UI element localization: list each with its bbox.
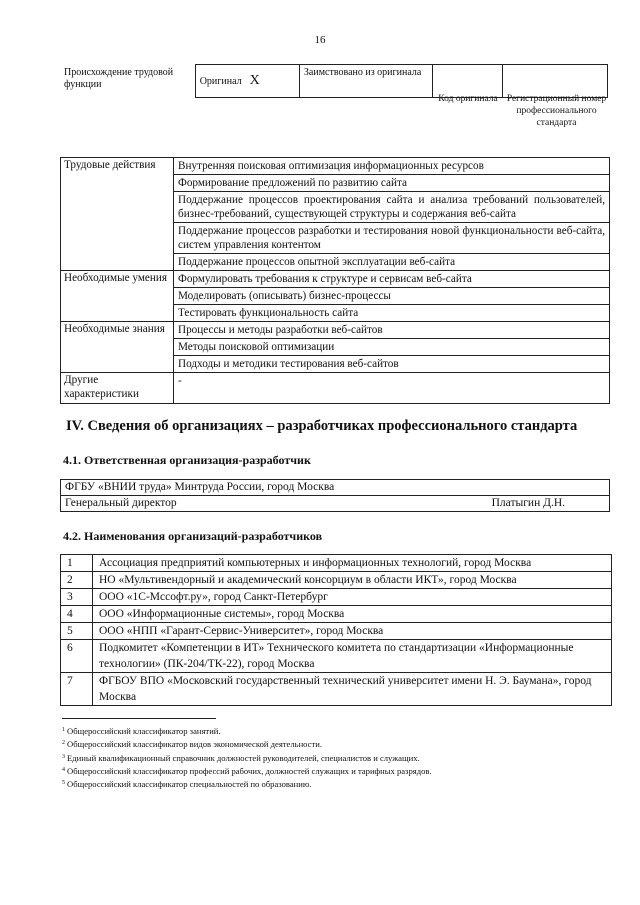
section-title: IV. Сведения об организациях – разработчиках профессионального стандарта bbox=[66, 418, 578, 434]
skills-label: Необходимые умения bbox=[61, 271, 174, 322]
original-mark: X bbox=[249, 72, 260, 88]
skill-row: Тестировать функциональность сайта bbox=[174, 305, 610, 322]
subsection-title-responsible: 4.1. Ответственная организация-разработчик bbox=[63, 453, 311, 467]
original-label: Оригинал bbox=[199, 75, 242, 87]
developer-num: 5 bbox=[61, 623, 93, 640]
developer-name: Подкомитет «Компетенции в ИТ» Технического комитета по стандартизации «Информационные технологии» (ПК-204/ТК-22), город Москва bbox=[93, 640, 612, 673]
developer-num: 4 bbox=[61, 606, 93, 623]
developer-num: 3 bbox=[61, 589, 93, 606]
footnote: $^2$ Общероссийский классификатор видов экономической деятельности. bbox=[62, 739, 322, 750]
footnote-divider bbox=[62, 718, 216, 719]
knowledge-label: Необходимые знания bbox=[61, 322, 174, 373]
action-row: Поддержание процессов разработки и тестирования новой функциональности веб-сайта, систем управления контентом bbox=[174, 223, 610, 254]
action-row: Поддержание процессов проектирования сайта и анализа требований пользователей, бизнес-требований, существующей структуры и содержания веб-сайта bbox=[174, 192, 610, 223]
labor-functions-table bbox=[60, 157, 610, 404]
action-row: Внутренняя поисковая оптимизация информационных ресурсов bbox=[174, 158, 610, 175]
developer-num: 2 bbox=[61, 572, 93, 589]
subsection-title-developers: 4.2. Наименования организаций-разработчиков bbox=[63, 529, 323, 543]
developer-num: 7 bbox=[61, 673, 93, 706]
action-row: Поддержание процессов опытной эксплуатации веб-сайта bbox=[174, 254, 610, 271]
director-row bbox=[61, 496, 610, 512]
borrowed-cell: Заимствовано из оригинала bbox=[299, 65, 433, 98]
knowledge-row: Подходы и методики тестирования веб-сайтов bbox=[174, 356, 610, 373]
actions-label: Трудовые действия bbox=[61, 158, 174, 271]
skill-row: Моделировать (описывать) бизнес-процессы bbox=[174, 288, 610, 305]
director-title: Генеральный директор bbox=[65, 497, 177, 509]
footnote: $^4$ Общероссийский классификатор профессий рабочих, должностей служащих и тарифных разрядов. bbox=[62, 765, 432, 776]
footnotes bbox=[62, 724, 432, 790]
developer-name: ООО «Информационные системы», город Москва bbox=[93, 606, 612, 623]
org-name: ФГБУ «ВНИИ труда» Минтруда России, город Москва bbox=[61, 480, 610, 496]
footnote: $^5$ Общероссийский классификатор специальностей по образованию. bbox=[62, 779, 312, 790]
developer-num: 1 bbox=[61, 555, 93, 572]
other-value: - bbox=[174, 373, 610, 404]
developer-name: Ассоциация предприятий компьютерных и информационных технологий, город Москва bbox=[93, 555, 612, 572]
developer-name: ФГБОУ ВПО «Московский государственный технический университет имени Н. Э. Баумана», город Москва bbox=[93, 673, 612, 706]
knowledge-row: Методы поисковой оптимизации bbox=[174, 339, 610, 356]
responsible-org-table bbox=[60, 479, 610, 512]
original-cell bbox=[195, 65, 299, 98]
director-name: Платыгин Д.Н. bbox=[491, 497, 565, 509]
developers-table bbox=[60, 554, 612, 706]
developer-num: 6 bbox=[61, 640, 93, 673]
developer-name: НО «Мультивендорный и академический консорциум в области ИКТ», город Москва bbox=[93, 572, 612, 589]
footnote: $^3$ Единый квалификационный справочник должностей руководителей, специалистов и служащих. bbox=[62, 752, 420, 763]
skill-row: Формулировать требования к структуре и сервисам веб-сайта bbox=[174, 271, 610, 288]
reg-number-caption: Регистрационный номер профессионального стандарта bbox=[506, 94, 607, 128]
developer-name: ООО «НПП «Гарант-Сервис-Университет», город Москва bbox=[93, 623, 612, 640]
footnote: $^1$ Общероссийский классификатор занятий. bbox=[62, 726, 221, 736]
action-row: Формирование предложений по развитию сайта bbox=[174, 175, 610, 192]
other-label: Другие характеристики bbox=[61, 373, 174, 404]
code-caption: Код оригинала bbox=[438, 94, 498, 104]
developer-name: ООО «1С-Мссофт.ру», город Санкт-Петербург bbox=[93, 589, 612, 606]
knowledge-row: Процессы и методы разработки веб-сайтов bbox=[174, 322, 610, 339]
page-number: 16 bbox=[314, 34, 326, 46]
origin-label: Происхождение трудовой функции bbox=[64, 66, 174, 90]
